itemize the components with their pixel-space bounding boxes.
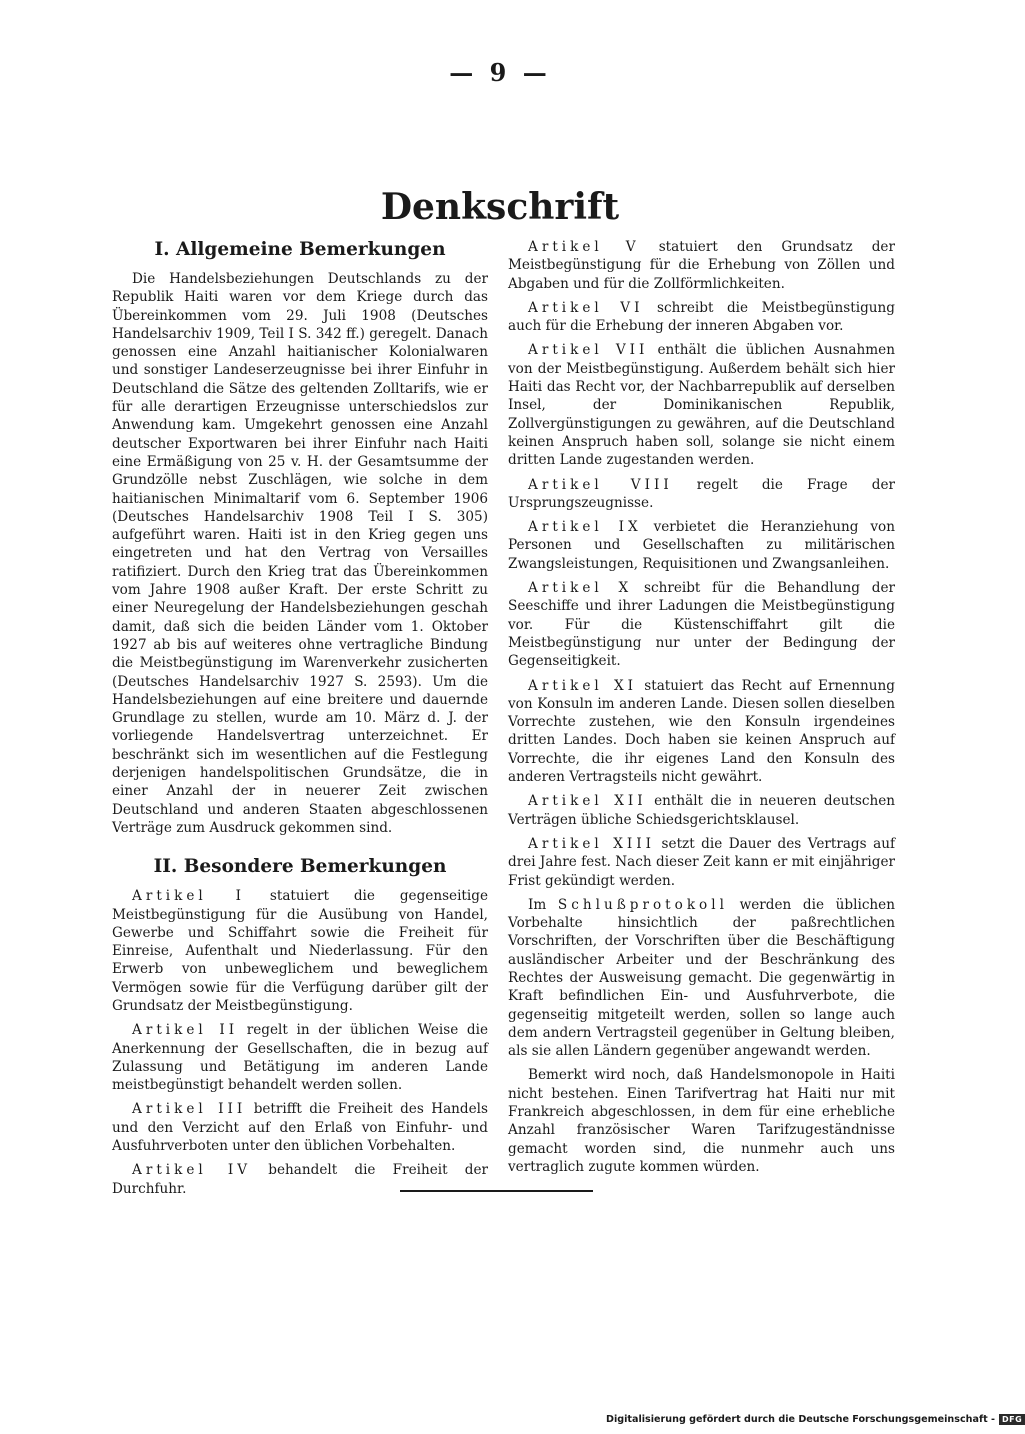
article-label: Artikel IX xyxy=(528,519,642,536)
article-label: Artikel I xyxy=(132,888,245,905)
section-heading-general: I. Allgemeine Bemerkungen xyxy=(154,239,446,260)
article-label: Artikel X xyxy=(528,580,633,597)
section-heading-specific: II. Besondere Bemerkungen xyxy=(153,856,447,878)
article-text: statuiert den Grundsatz der Meistbegünstigung für die Erhebung von Zöllen und Abgaben und für die Zollförmlichkeiten. xyxy=(508,239,895,292)
article-text: enthält die üblichen Ausnahmen von der Meistbegünstigung. Außerdem behält sich hier Haiti das Recht vor, der Nachbarrepublik auf derselben Insel, der Dominikanischen Republik, Zollvergünstigungen zu gewähren, auf die Deutschland keinen Anspruch haben soll, solange sie nicht einem dritten Lande zugestanden werden. xyxy=(508,342,895,469)
article-text: schreibt die Meistbegünstigung auch für die Erhebung der inneren Abgaben vor. xyxy=(508,299,896,335)
left-column xyxy=(112,238,488,1204)
document-title: Denkschrift xyxy=(380,186,620,228)
article-text: setzt die Dauer des Vertrags auf drei Jahre fest. Nach dieser Zeit kann er mit einjähriger Frist gekündigt werden. xyxy=(508,835,895,889)
article-text: schreibt für die Behandlung der Seeschiffe und ihrer Ladungen die Meistbegünstigung vor. Für die Küstenschiffahrt gilt die Meistbegünstigung nur unter der Bedingung der Gegenseitigkeit. xyxy=(508,580,895,670)
article-text: behandelt die Freiheit der Durchfuhr. xyxy=(112,1162,488,1197)
article-5-paragraph xyxy=(508,238,895,293)
article-label: Artikel V xyxy=(528,239,640,255)
article-label: Artikel VI xyxy=(528,299,644,316)
article-9-paragraph xyxy=(508,518,895,573)
article-text: enthält die in neueren deutschen Verträgen übliche Schiedsgerichtsklausel. xyxy=(508,793,895,828)
article-1-paragraph xyxy=(112,887,488,1015)
final-protocol-paragraph xyxy=(508,896,895,1061)
protocol-prefix: Im xyxy=(528,896,547,913)
article-label: Artikel XI xyxy=(528,677,638,694)
article-text: statuiert die gegenseitige Meistbegünstigung für die Ausübung von Handel, Gewerbe und Schiffahrt sowie die Freiheit für Einreise, Aufenthalt und Niederlassung. Für den Erwerb von unbeweglichem und beweglichem Vermögen sowie für die Verfügung darüber gilt der Grundsatz der Meistbegünstigung. xyxy=(112,888,488,1014)
article-6-paragraph xyxy=(508,299,895,336)
article-2-paragraph xyxy=(112,1021,488,1094)
general-remarks-paragraph: Die Handelsbeziehungen Deutschlands zu der Republik Haiti waren vor dem Kriege durch das Übereinkommen vom 29. Juli 1908 (Deutsches Handelsarchiv 1909, Teil I S. 342 ff.) geregelt. Danach genossen eine Anzahl haitianischer Kolonialwaren und sonstiger Landeserzeugnisse bei ihrer Einfuhr in Deutschland die Sätze des geltenden Zolltarifs, wie er für alle derartigen Erzeugnisse unterschiedslos zur Anwendung kam. Umgekehrt genossen eine Anzahl deutscher Exportwaren bei ihrer Einfuhr nach Haiti eine Ermäßigung von 25 v. H. der Gesamtsumme der Grundzölle nebst Zuschlägen, wie solche in dem haitianischen Minimaltarif vom 6. September 1906 (Deutsches Handelsarchiv 1908 Teil I S. 305) aufgeführt waren. Haiti ist in den Krieg gegen uns eingetreten und hat den Vertrag von Versailles ratifiziert. Durch den Krieg trat das Übereinkommen vom Jahre 1908 außer Kraft. Der erste Schritt zu einer Neuregelung der Handelsbeziehungen geschah damit, daß sich die beiden Länder vom 1. Oktober 1927 ab bis auf weiteres ohne vertragliche Bindung die Meistbegünstigung im Warenverkehr zusicherten (Deutsches Handelsarchiv 1927 S. 2593). Um die Handelsbeziehungen auf eine breitere und dauernde Grundlage zu stellen, wurde am 10. März d. J. der vorliegende Handelsvertrag unterzeichnet. Er beschränkt sich im wesentlichen auf die Festlegung derjenigen handelspolitischen Grundsätze, die in einer Anzahl der in neuerer Zeit zwischen Deutschland und anderen Staaten abgeschlossenen Verträge zum Ausdruck gekommen sind. xyxy=(112,271,488,836)
article-label: Artikel IV xyxy=(132,1162,252,1179)
article-12-paragraph xyxy=(508,792,895,829)
right-column xyxy=(508,238,895,1182)
closing-paragraph: Bemerkt wird noch, daß Handelsmonopole in Haiti nicht bestehen. Einen Tarifvertrag hat Haiti nur mit Frankreich abgeschlossen, in dem für eine erhebliche Anzahl französischer Waren Tarifzugeständnisse gemacht worden sind, die nunmehr auch uns vertraglich zugute kommen würden. xyxy=(508,1067,895,1175)
article-4-paragraph xyxy=(112,1161,488,1198)
article-text: regelt in der üblichen Weise die Anerkennung der Gesellschaften, die in bezug auf Zulassung und Betätigung im anderen Lande meistbegünstigt behandelt werden sollen. xyxy=(112,1022,488,1094)
article-label: Artikel VII xyxy=(528,342,649,359)
page-number: — 9 — xyxy=(449,58,551,87)
dfg-logo-icon: DFG xyxy=(999,1414,1025,1425)
article-label: Artikel VIII xyxy=(528,476,673,493)
article-text: betrifft die Freiheit des Handels und den Verzicht auf den Erlaß von Einfuhr- und Ausfuhrverboten unter den üblichen Vorbehalten. xyxy=(112,1101,489,1155)
digitization-footer xyxy=(606,1414,1023,1425)
article-label: Artikel II xyxy=(132,1022,239,1039)
protocol-text: werden die üblichen Vorbehalte hinsichtlich der paßrechtlichen Vorschriften, der Vorschriften über die Beschäftigung ausländischer Arbeiter und der Beschränkung des Rechtes der Ausweisung gemacht. Die gegenwärtig in Kraft befindlichen Ein- und Ausfuhrverbote, die gegenseitig mitgeteilt werden, sollen so lange auch dem andern Vertragsteil gegenüber in Geltung bleiben, als sie allen Ländern gegenüber angewandt werden. xyxy=(508,896,895,1060)
article-text: verbietet die Heranziehung von Personen und Gesellschaften zu militärischen Zwangsleistungen, Requisitionen und Zwangsanleihen. xyxy=(508,519,895,572)
footer-text: Digitalisierung gefördert durch die Deutsche Forschungsgemeinschaft - xyxy=(606,1414,996,1425)
article-7-paragraph xyxy=(508,341,895,469)
article-text: statuiert das Recht auf Ernennung von Konsuln im anderen Lande. Diesen sollen dieselben Vorrechte zustehen, wie den Konsuln irgendeines dritten Landes. Doch haben sie keinen Anspruch auf Vorrechte, die ihr eigenes Land den Konsuln des anderen Vertragsteils nicht gewährt. xyxy=(508,677,895,786)
article-13-paragraph xyxy=(508,835,895,890)
article-label: Artikel III xyxy=(132,1101,247,1118)
article-text: regelt die Frage der Ursprungszeugnisse. xyxy=(508,476,895,511)
article-10-paragraph xyxy=(508,579,895,670)
article-8-paragraph xyxy=(508,476,895,513)
article-11-paragraph xyxy=(508,677,895,787)
article-label: Artikel XII xyxy=(528,793,647,810)
end-rule xyxy=(400,1190,593,1192)
article-label: Artikel XIII xyxy=(528,835,656,852)
article-3-paragraph xyxy=(112,1100,488,1155)
protocol-label: Schlußprotokoll xyxy=(557,896,728,913)
